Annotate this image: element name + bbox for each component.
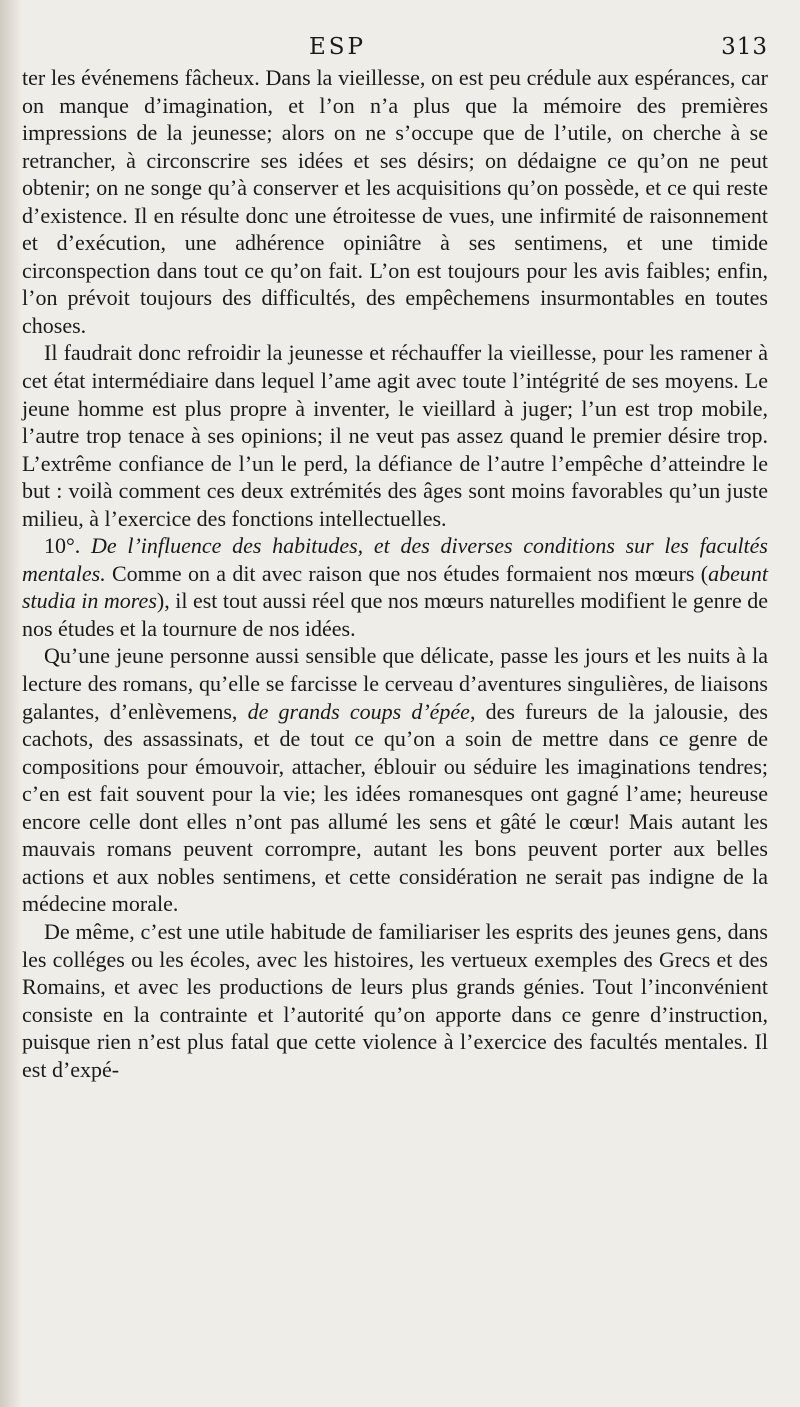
running-head-title: ESP <box>309 34 367 60</box>
text-run: 10°. <box>44 533 91 559</box>
paragraph <box>22 532 768 642</box>
text-run: Qu’une jeune personne aussi sensible que délicate, passe les jours et les nuits à la lecture des romans, qu’elle se farcisse le cerveau d’aventures singulières, de liaisons galantes, d’enlèvemens, <box>22 643 768 724</box>
body-text <box>22 64 768 1083</box>
italic-run: de grands coups d’épée <box>247 698 470 724</box>
italic-run: abeunt studia in mores <box>22 560 768 614</box>
text-run: ), il est tout aussi réel que nos mœurs naturelles modifient le genre de nos études et la tournure de nos idées. <box>22 588 769 641</box>
running-head <box>22 30 768 64</box>
paragraph <box>22 918 768 1083</box>
page-number: 313 <box>721 34 768 60</box>
paragraph <box>22 64 768 339</box>
text-run: De même, c’est une utile habitude de familiariser les esprits des jeunes gens, dans les colléges ou les écoles, avec les histoires, les vertueux exemples des Grecs et des Romains, et avec les productions de leurs plus grands génies. Tout l’inconvénient consiste en la contrainte et l’autorité qu’on apporte dans ce genre d’instruction, puisque rien n’est plus fatal que cette violence à l’exercice des facultés mentales. Il est d’expé- <box>22 918 768 1082</box>
book-page <box>22 30 768 1370</box>
text-run: ter les événemens fâcheux. Dans la vieillesse, on est peu crédule aux espérances, car on manque d’imagination, et l’on n’a plus que la mémoire des premières impressions de la jeunesse; alors on ne s’occupe que de l’utile, on cherche à se retrancher, à circonscrire ses idées et ses désirs; on dédaigne ce qu’on ne peut obtenir; on ne songe qu’à conserver et les acquisitions qu’on possède, et ce qui reste d’existence. Il en résulte donc une étroitesse de vues, une infirmité de raisonnement et d’exécution, une adhérence opiniâtre à ses sentimens, et une timide circonspection dans tout ce qu’on fait. L’on est toujours pour les avis faibles; enfin, l’on prévoit toujours des difficultés, des empêchemens insurmontables en toutes choses. <box>22 65 768 338</box>
paragraph <box>22 339 768 532</box>
italic-run: De l’influence des habitudes, et des diverses conditions sur les facultés mentales. <box>22 533 768 586</box>
paragraph <box>22 642 768 917</box>
text-run: , des fureurs de la jalousie, des cachots, des assassinats, et de tout ce qu’on a soin de mettre dans ce genre de compositions pour émouvoir, attacher, éblouir ou séduire les imaginations tendres; c’en est fait souvent pour la vie; les idées romanesques ont gagné l’ame; heureuse encore celle dont elles n’ont pas allumé les sens et gâté le cœur! Mais autant les mauvais romans peuvent corrompre, autant les bons peuvent porter aux belles actions et aux nobles sentimens, et cette considération ne serait pas indigne de la médecine morale. <box>22 698 768 917</box>
text-run: Comme on a dit avec raison que nos études formaient nos mœurs ( <box>105 560 709 586</box>
text-run: Il faudrait donc refroidir la jeunesse et réchauffer la vieillesse, pour les ramener à cet état intermédiaire dans lequel l’ame agit avec toute l’intégrité de ses moyens. Le jeune homme est plus propre à inventer, le vieillard à juger; l’un est trop mobile, l’autre trop tenace à ses opinions; il ne veut pas assez quand le premier désire trop. L’extrême confiance de l’un le perd, la défiance de l’autre l’empêche d’atteindre le but : voilà comment ces deux extrémités des âges sont moins favorables qu’un juste milieu, à l’exercice des fonctions intellectuelles. <box>22 340 768 531</box>
page-gutter-shadow <box>0 0 22 1407</box>
